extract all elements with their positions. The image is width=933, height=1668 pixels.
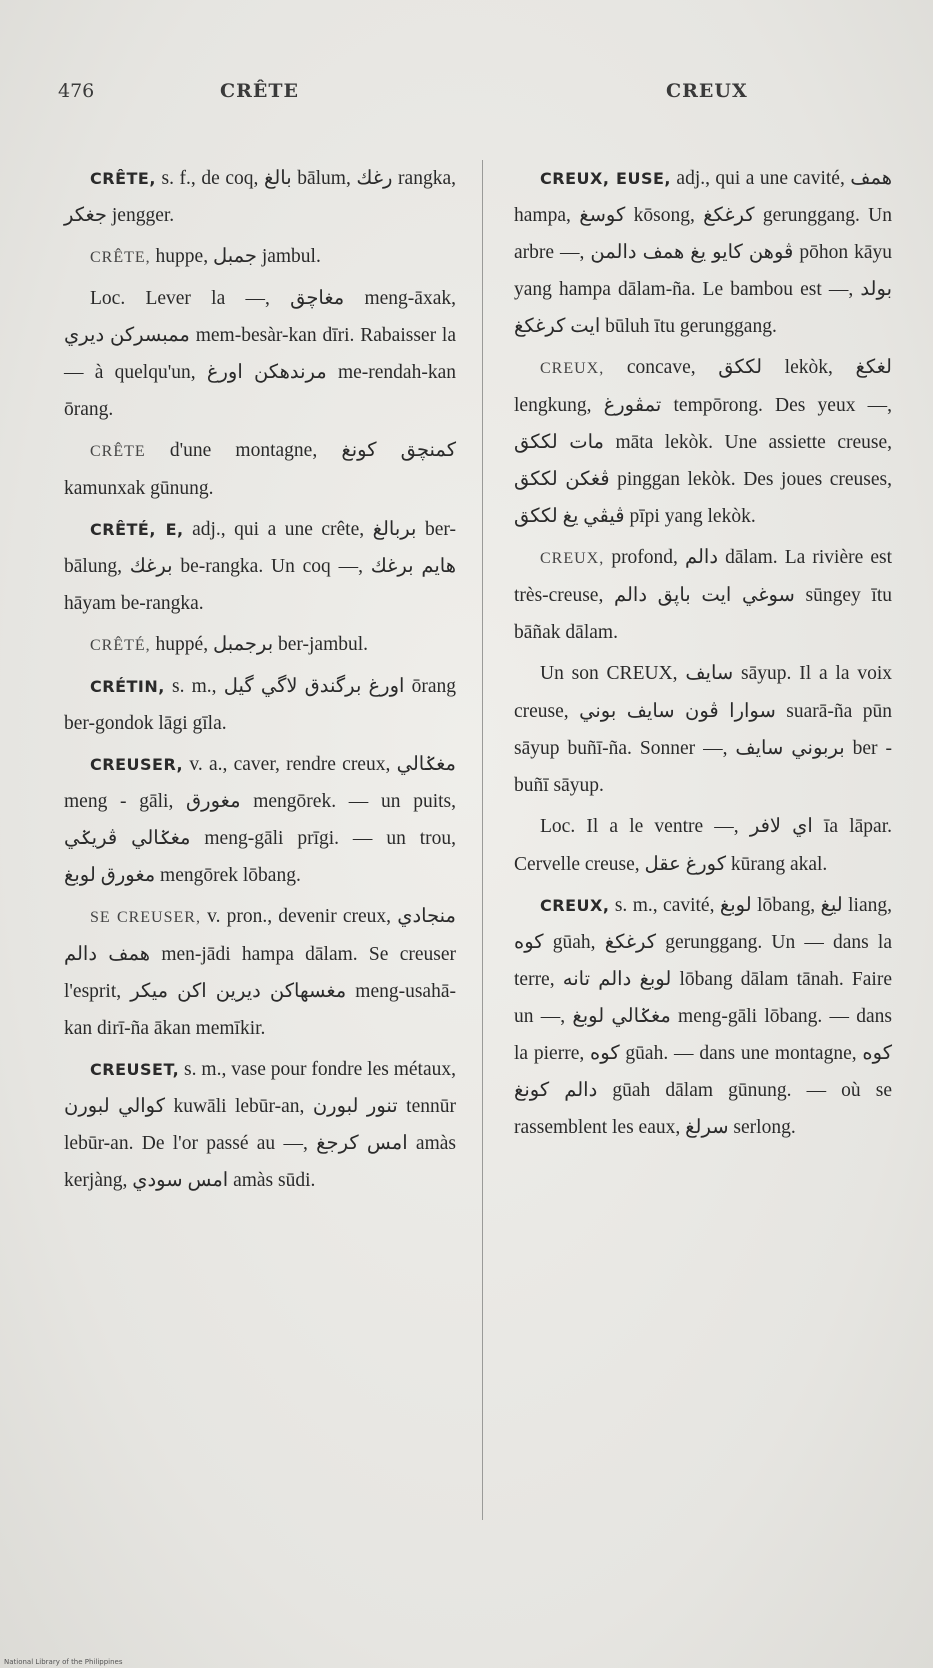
entry [64, 898, 456, 1047]
entry [64, 1051, 456, 1199]
entry [514, 349, 892, 535]
headword: CRÉTIN, [90, 677, 165, 696]
headword: CREUSET, [90, 1060, 180, 1079]
entry-text: s. f., de coq, بالغ bālum, رغك rangka, جغكر jengger. [64, 168, 456, 226]
headword: CRÊTÉ, [90, 637, 151, 654]
entry [64, 238, 456, 276]
entry-text: Loc. Il a le ventre —, اي لافر īa lāpar. Cervelle creuse, كورغ عقل kūrang akal. [514, 816, 892, 875]
headword: CRÊTE [90, 443, 146, 460]
entry [64, 626, 456, 664]
entry [514, 808, 892, 883]
entry-text: profond, دالم dālam. La rivière est très-creuse, سوغي ايت باڽق دالم sūngey ītu bāñak dālam. [514, 547, 893, 643]
entry-text: adj., qui a une cavité, همف hampa, كوسغ kōsong, كرغكغ gerunggang. Un arbre —, ڤوهن كايو يغ همف دالمن pōhon kāyu yang hampa dālam-ña. Le bambou est —, بولد ايت كرغكغ būluh ītu gerunggang. [514, 168, 893, 337]
headword: CREUX, [540, 550, 605, 567]
entry [64, 511, 456, 622]
headword: CREUSER, [90, 755, 184, 774]
entry-text: s. m., vase pour fondre les métaux, كوالي لبورن kuwāli lebūr-an, تنور لبورن tennūr lebūr-an. De l'or passé au —, امس كرجغ amàs kerjàng, امس سودي amàs sūdi. [64, 1059, 456, 1191]
entry [64, 668, 456, 742]
entry-text: huppe, جمبل jambul. [150, 246, 321, 267]
entry-text: v. pron., devenir creux, منجادي همف دالم men-jādi hampa dālam. Se creuser l'esprit, مغسهاكن ديرين اكن ميكر meng-usahā-kan dirī-ña ākan memīkir. [64, 906, 456, 1039]
entry [64, 432, 456, 507]
entry [514, 160, 892, 345]
entry [64, 280, 456, 428]
entry-text: Loc. Lever la —, مغاچق meng-āxak, ممبسركن ديري mem-besàr-kan dīri. Rabaisser la — à quelqu'un, مرندهكن اورغ me-rendah-kan ōrang. [64, 288, 456, 420]
entry-text: d'une montagne, كمنچق كونغ kamunxak gūnung. [64, 440, 456, 499]
headword: CREUX, [540, 896, 610, 915]
entry-text: concave, لككق lekòk, لغكغ lengkung, تمڤورغ tempōrong. Des yeux —, مات لككق māta lekòk. Une assiette creuse, ڤغكن لككق pinggan lekòk. Des joues creuses, ڤيڤي يغ لككق pīpi yang lekòk. [514, 357, 892, 527]
entry [64, 160, 456, 234]
page-number: 476 [58, 80, 95, 102]
headword: CREUX, [540, 360, 605, 377]
right-column [514, 160, 892, 1150]
left-column [64, 160, 456, 1203]
entry-text: s. m., cavité, لوبغ lōbang, ليغ liang, كوه gūah, كرغكغ gerunggang. Un — dans la terre, لوبغ دالم تانه lōbang dālam tānah. Faire un —, مغݢالي لوبغ meng-gāli lōbang. — dans la pierre, كوه gūah. — dans une montagne, كوه دالم كونغ gūah dālam gūnung. — où se rassemblent les eaux, سرلغ serlong. [514, 895, 893, 1138]
entry-text: adj., qui a une crête, بربالغ ber-bālung, برغك be-rangka. Un coq —, هايم برغك hāyam be-rangka. [64, 519, 456, 614]
running-head-left: CRÊTE [220, 80, 300, 102]
entry [64, 746, 456, 894]
entry-text: Un son CREUX, سايف sāyup. Il a la voix creuse, سوارا ڤون سايف بوني suarā-ña pūn sāyup buñī-ña. Sonner —, بربوني سايف ber - buñī sāyup. [514, 663, 892, 796]
scan-credit: National Library of the Philippines [4, 1658, 123, 1666]
entry-text: s. m., اورغ برگندق لاگي گيل ōrang ber-gondok lāgi gīla. [64, 676, 456, 734]
entry [514, 539, 892, 651]
headword: CRÊTE, [90, 169, 156, 188]
entry-text: huppé, برجمبل ber-jambul. [150, 634, 369, 655]
entry [514, 655, 892, 804]
headword: CRÊTE, [90, 249, 151, 266]
headword: SE CREUSER, [90, 909, 201, 926]
entry-text: v. a., caver, rendre creux, مغݢالي meng - gāli, مغورق mengōrek. — un puits, مغݢالي ڤريݢي meng-gāli prīgi. — un trou, مغورق لوبغ mengōrek lōbang. [64, 754, 456, 886]
entry [514, 887, 892, 1146]
column-divider [482, 160, 483, 1520]
headword: CREUX, EUSE, [540, 169, 671, 188]
headword: CRÊTÉ, E, [90, 520, 184, 539]
running-head-right: CREUX [666, 80, 748, 102]
